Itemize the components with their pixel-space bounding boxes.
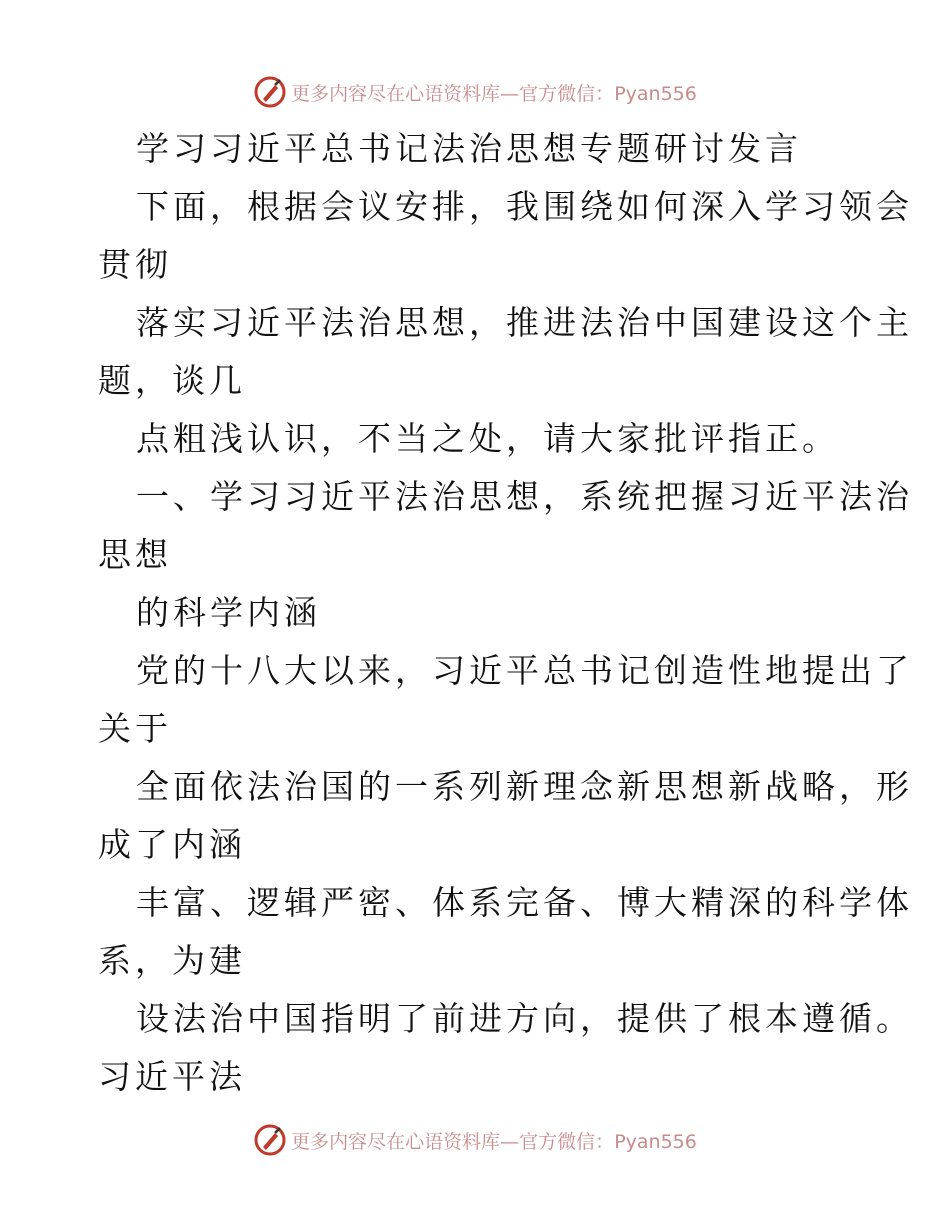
text-line: 设法治中国指明了前进方向，提供了根本遵循。: [136, 999, 913, 1038]
text-line: 关于: [98, 709, 172, 748]
text-line: 成了内涵: [98, 825, 246, 864]
pen-logo-icon: [253, 1123, 287, 1157]
text-line: 系，为建: [98, 941, 246, 980]
text-line: 下面，根据会议安排，我围绕如何深入学习领会: [136, 187, 913, 226]
text-line: 思想: [98, 535, 172, 574]
text-line: 习近平法: [98, 1057, 246, 1096]
text-line: 点粗浅认识，不当之处，请大家批评指正。: [136, 419, 839, 458]
text-line: 的科学内涵: [136, 593, 321, 632]
text-line: 贯彻: [98, 245, 172, 284]
footer-watermark: [0, 1120, 950, 1160]
watermark-text: 更多内容尽在心语资料库—官方微信：Pyan556: [291, 82, 697, 105]
pen-logo-icon: [253, 75, 287, 109]
text-line: 学习习近平总书记法治思想专题研讨发言: [136, 129, 802, 168]
text-line: 党的十八大以来，习近平总书记创造性地提出了: [136, 651, 913, 690]
text-line: 丰富、逻辑严密、体系完备、博大精深的科学体: [136, 883, 913, 922]
header-watermark: [0, 72, 950, 112]
watermark-text: 更多内容尽在心语资料库—官方微信：Pyan556: [291, 1130, 697, 1153]
document-body: [98, 120, 913, 1106]
text-line: 落实习近平法治思想，推进法治中国建设这个主: [136, 303, 913, 342]
text-line: 题，谈几: [98, 361, 246, 400]
text-line: 全面依法治国的一系列新理念新思想新战略，形: [136, 767, 913, 806]
text-line: 一、学习习近平法治思想，系统把握习近平法治: [136, 477, 913, 516]
